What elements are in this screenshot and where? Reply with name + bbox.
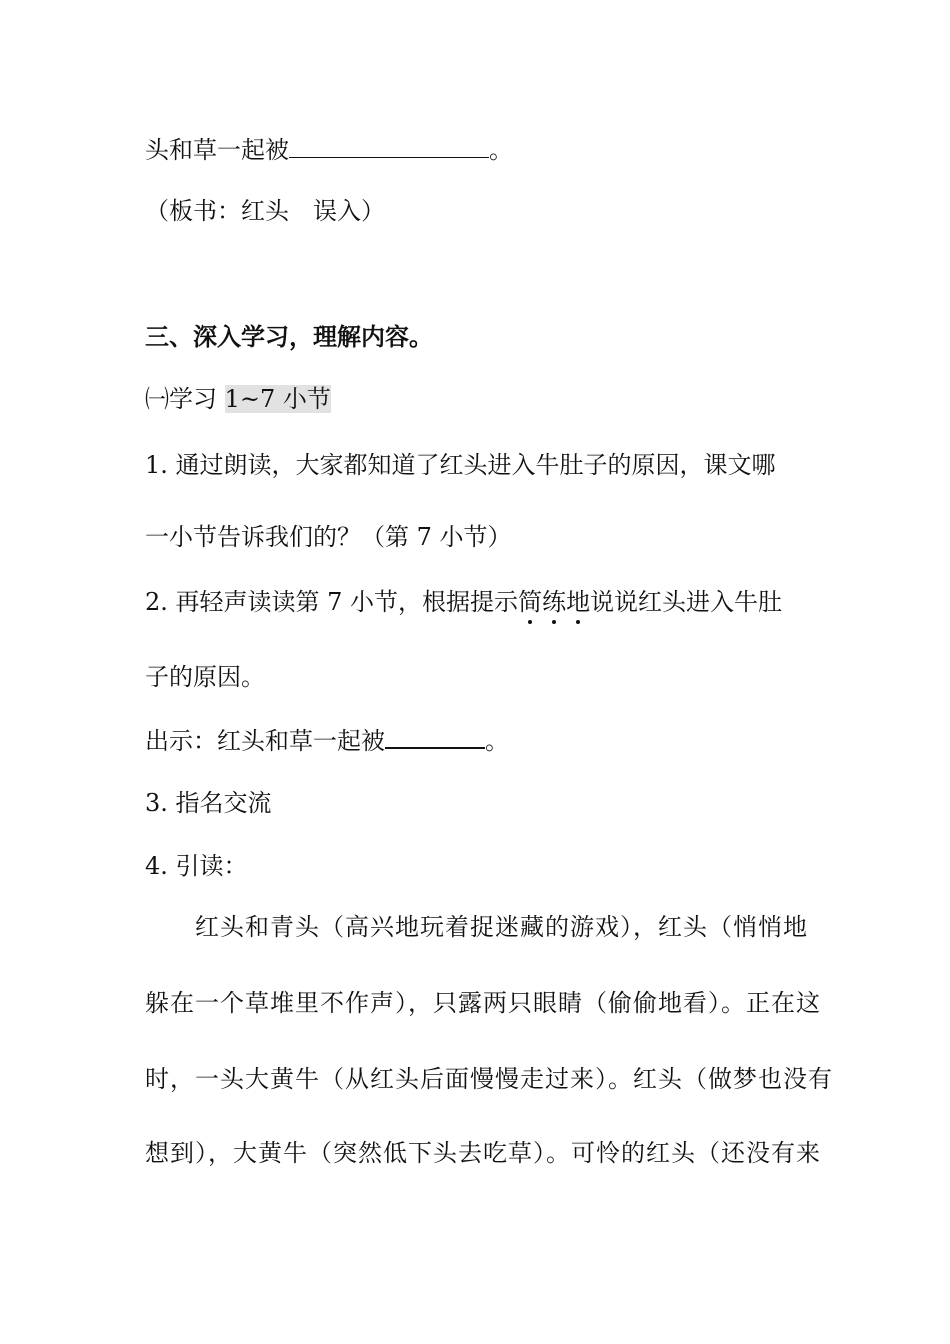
text: ㈠学习	[145, 385, 225, 413]
reading-paragraph-line-1: 红头和青头（高兴地玩着捉迷藏的游戏），红头（悄悄地	[145, 913, 808, 941]
emphasis-char: 简	[518, 588, 543, 616]
question-2-line-b: 子的原因。	[145, 663, 265, 691]
question-1-line-b: 一小节告诉我们的？（第 7 小节）	[145, 523, 512, 551]
question-2-line-a	[145, 587, 782, 617]
emphasis-char: 地	[566, 588, 591, 616]
blank-underline	[385, 725, 485, 749]
emphasis-char: 练	[542, 588, 567, 616]
text: 2. 再轻声读读第 7 小节，根据提示	[145, 588, 519, 616]
reading-paragraph-line-2: 躲在一个草堆里不作声），只露两只眼睛（偷偷地看）。正在这	[145, 989, 821, 1017]
text: 出示：红头和草一起被	[145, 727, 385, 755]
question-3: 3. 指名交流	[145, 789, 272, 817]
highlighted-text: 1~7 小节	[224, 385, 331, 413]
text: 说说红头进入牛肚	[590, 588, 783, 616]
blank-underline	[289, 135, 489, 158]
show-fill-blank	[145, 725, 509, 756]
reading-paragraph-line-4: 想到），大黄牛（突然低下头去吃草）。可怜的红头（还没有来	[145, 1139, 821, 1167]
text: 。	[485, 727, 509, 755]
fill-blank-line-1	[145, 135, 513, 165]
section-heading: 三、深入学习，理解内容。	[145, 322, 433, 351]
text: 。	[489, 136, 513, 164]
text: 头和草一起被	[145, 136, 289, 164]
question-4: 4. 引读：	[145, 852, 248, 880]
question-1-line-a: 1. 通过朗读，大家都知道了红头进入牛肚子的原因，课文哪	[145, 451, 776, 479]
reading-paragraph-line-3: 时，一头大黄牛（从红头后面慢慢走过来）。红头（做梦也没有	[145, 1065, 833, 1093]
subsection-heading	[145, 384, 331, 414]
board-note: （板书：红头 误入）	[145, 197, 385, 225]
